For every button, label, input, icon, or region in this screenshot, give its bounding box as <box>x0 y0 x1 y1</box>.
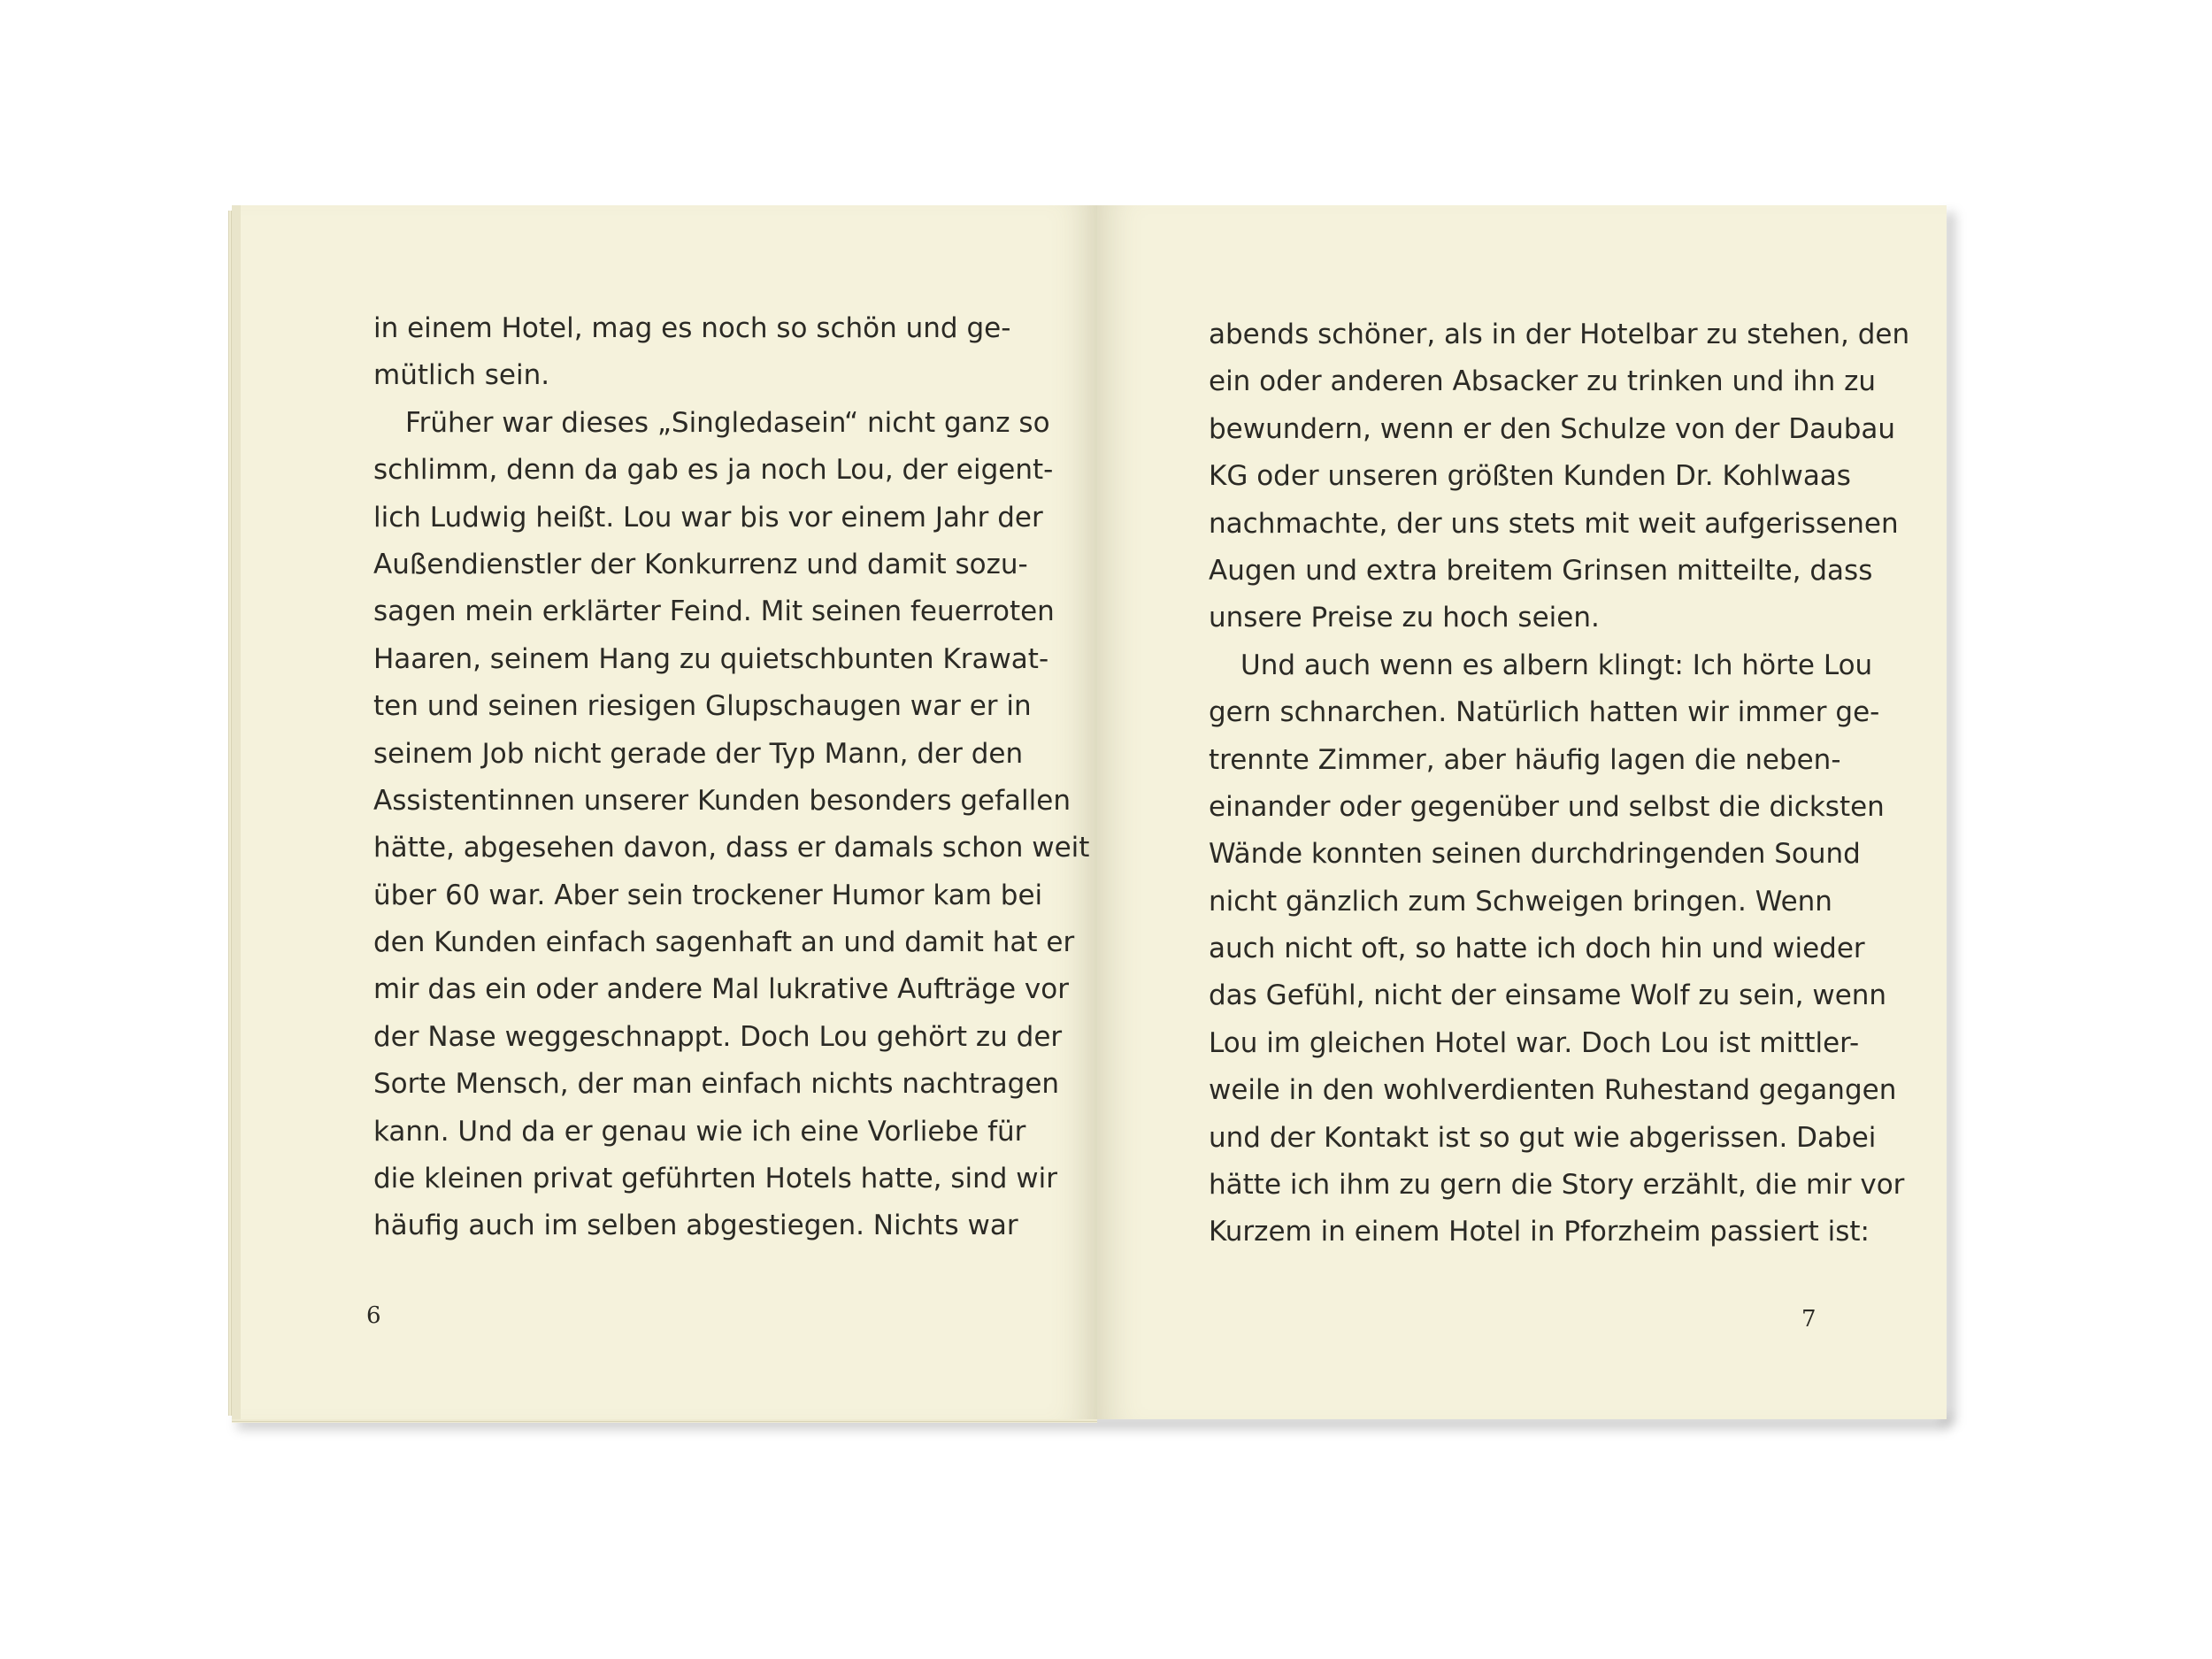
text-line: KG oder unseren größten Kunden Dr. Kohlwaas <box>1209 460 1851 493</box>
text-line: abends schöner, als in der Hotelbar zu stehen, den <box>1209 319 1910 350</box>
text-line: Früher war dieses „Singledasein“ nicht ganz so <box>405 406 1050 439</box>
text-line: Kurzem in einem Hotel in Pforzheim passiert ist: <box>1209 1216 1870 1248</box>
text-line: nicht gänzlich zum Schweigen bringen. Wenn <box>1209 885 1832 918</box>
text-line: gern schnarchen. Natürlich hatten wir immer ge- <box>1209 696 1880 729</box>
text-line: hätte ich ihm zu gern die Story erzählt, die mir vor <box>1209 1169 1905 1202</box>
text-line: über 60 war. Aber sein trockener Humor kam bei <box>373 879 1043 911</box>
text-line: hätte, abgesehen davon, dass er damals schon weit <box>373 832 1090 864</box>
text-line: Und auch wenn es albern klingt: Ich hörte Lou <box>1240 649 1873 681</box>
text-line: auch nicht oft, so hatte ich doch hin und wieder <box>1209 933 1865 965</box>
left-page-text <box>373 305 1090 1250</box>
text-line: und der Kontakt ist so gut wie abgerissen. Dabei <box>1209 1121 1877 1154</box>
text-line: kann. Und da er genau wie ich eine Vorliebe für <box>373 1115 1026 1148</box>
text-line: ein oder anderen Absacker zu trinken und ihn zu <box>1209 365 1876 398</box>
text-line: bewundern, wenn er den Schulze von der Daubau <box>1209 412 1896 445</box>
text-line: Außendienstler der Konkurrenz und damit sozu- <box>373 548 1028 580</box>
text-line: in einem Hotel, mag es noch so schön und ge- <box>373 312 1011 344</box>
text-line: das Gefühl, nicht der einsame Wolf zu sein, wenn <box>1209 979 1887 1012</box>
text-line: weile in den wohlverdienten Ruhestand gegangen <box>1209 1074 1897 1107</box>
text-line: häufig auch im selben abgestiegen. Nichts war <box>373 1210 1018 1242</box>
text-line: seinem Job nicht gerade der Typ Mann, der den <box>373 737 1024 770</box>
right-page-text <box>1209 311 1910 1256</box>
text-line: mir das ein oder andere Mal lukrative Aufträge vor <box>373 973 1069 1006</box>
text-line: trennte Zimmer, aber häufig lagen die neben- <box>1209 743 1841 776</box>
text-line: Lou im gleichen Hotel war. Doch Lou ist mittler- <box>1209 1026 1860 1059</box>
text-line: der Nase weggeschnappt. Doch Lou gehört zu der <box>373 1020 1063 1053</box>
text-line: den Kunden einfach sagenhaft an und damit hat er <box>373 926 1075 959</box>
text-line: Haaren, seinem Hang zu quietschbunten Krawat- <box>373 642 1049 675</box>
page-number-right: 7 <box>1801 1306 1816 1333</box>
text-line: schlimm, denn da gab es ja noch Lou, der eigent- <box>373 454 1054 487</box>
text-line: lich Ludwig heißt. Lou war bis vor einem Jahr der <box>373 501 1043 534</box>
text-line: unsere Preise zu hoch seien. <box>1209 602 1600 634</box>
text-line: Sorte Mensch, der man einfach nichts nachtragen <box>373 1068 1060 1101</box>
text-line: nachmachte, der uns stets mit weit aufgerissenen <box>1209 507 1899 540</box>
text-line: Augen und extra breitem Grinsen mitteilte, dass <box>1209 554 1873 587</box>
text-line: Wände konnten seinen durchdringenden Sound <box>1209 838 1861 871</box>
text-line: sagen mein erklärter Feind. Mit seinen feuerroten <box>373 595 1055 628</box>
page-number-left: 6 <box>366 1302 381 1329</box>
text-line: mütlich sein. <box>373 359 550 392</box>
text-line: ten und seinen riesigen Glupschaugen war er in <box>373 690 1032 723</box>
text-line: Assistentinnen unserer Kunden besonders gefallen <box>373 784 1071 817</box>
text-line: die kleinen privat geführten Hotels hatte, sind wir <box>373 1163 1058 1195</box>
text-line: einander oder gegenüber und selbst die dicksten <box>1209 790 1885 823</box>
